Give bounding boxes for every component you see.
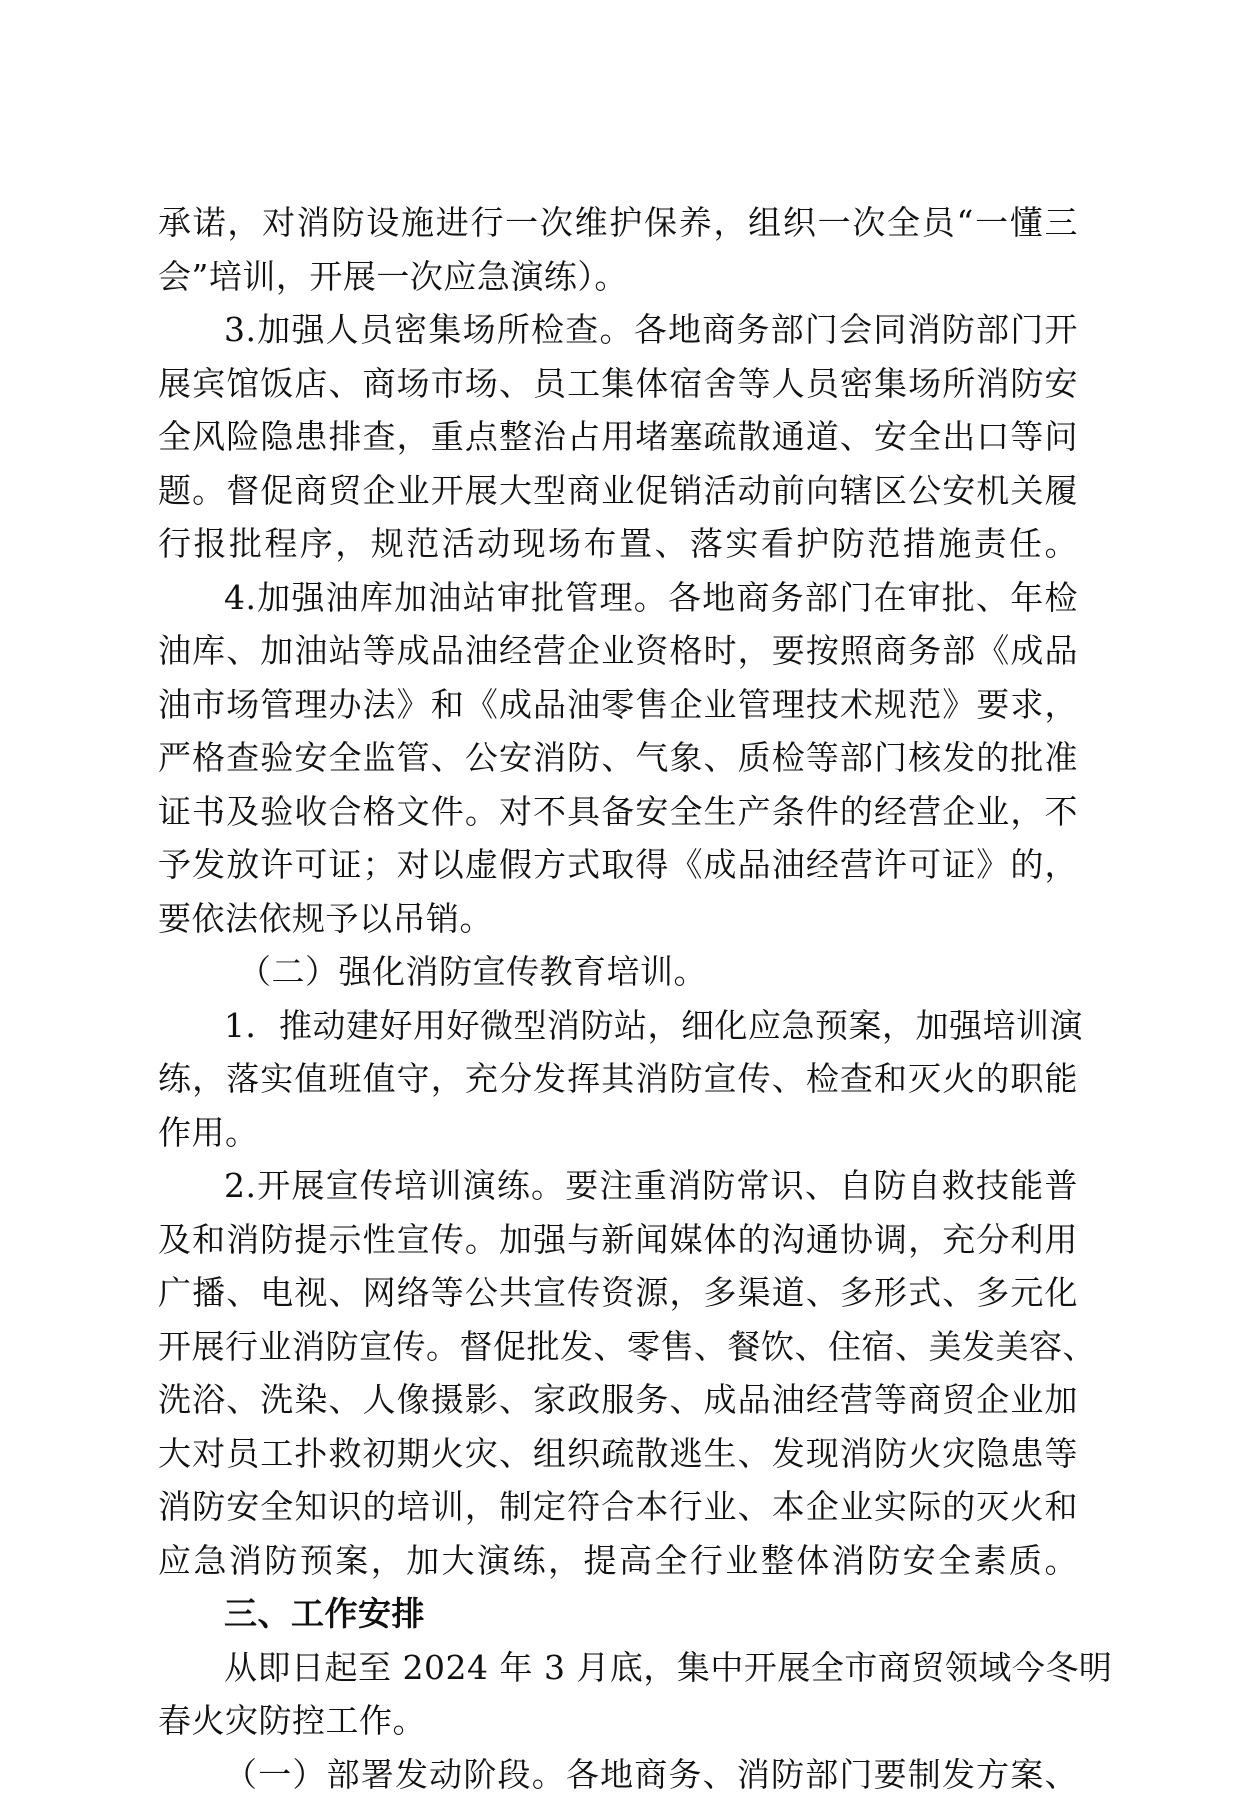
paragraph-start: 1．推动建好用好微型消防站，细化应急预案，加强培训演 [158,999,1078,1053]
paragraph-start: 从即日起至 2024 年 3 月底，集中开展全市商贸领域今冬明 [158,1641,1078,1695]
text-line: 及和消防提示性宣传。加强与新闻媒体的沟通协调，充分利用 [158,1213,1078,1267]
text-line: 作用。 [158,1106,1078,1160]
text-line: 开展行业消防宣传。督促批发、零售、餐饮、住宿、美发美容、 [158,1320,1078,1374]
text-line: 要依法依规予以吊销。 [158,892,1078,946]
text-line: 油市场管理办法》和《成品油零售企业管理技术规范》要求， [158,678,1078,732]
paragraph-start: 4.加强油库加油站审批管理。各地商务部门在审批、年检 [158,571,1078,625]
text-line: 予发放许可证；对以虚假方式取得《成品油经营许可证》的， [158,838,1078,892]
text-line: 油库、加油站等成品油经营企业资格时，要按照商务部《成品 [158,624,1078,678]
text-line: 应急消防预案，加大演练，提高全行业整体消防安全素质。 [158,1534,1078,1588]
paragraph-start: 2.开展宣传培训演练。要注重消防常识、自防自救技能普 [158,1159,1078,1213]
text-line: 严格查验安全监管、公安消防、气象、质检等部门核发的批准 [158,731,1078,785]
text-line: 消防安全知识的培训，制定符合本行业、本企业实际的灭火和 [158,1480,1078,1534]
document-page [158,196,1078,1801]
paragraph-start: （一）部署发动阶段。各地商务、消防部门要制发方案、 [158,1748,1078,1801]
text-line: 洗浴、洗染、人像摄影、家政服务、成品油经营等商贸企业加 [158,1373,1078,1427]
text-line: 春火灾防控工作。 [158,1694,1078,1748]
text-line: 展宾馆饭店、商场市场、员工集体宿舍等人员密集场所消防安 [158,357,1078,411]
text-line: 全风险隐患排查，重点整治占用堵塞疏散通道、安全出口等问 [158,410,1078,464]
text-line: 会”培训，开展一次应急演练）。 [158,250,1078,304]
text-line: 大对员工扑救初期火灾、组织疏散逃生、发现消防火灾隐患等 [158,1427,1078,1481]
paragraph-start: 3.加强人员密集场所检查。各地商务部门会同消防部门开 [158,303,1078,357]
subsection-heading: （二）强化消防宣传教育培训。 [158,945,1078,999]
section-heading: 三、工作安排 [158,1587,1078,1641]
text-line: 行报批程序，规范活动现场布置、落实看护防范措施责任。 [158,517,1078,571]
text-line: 承诺，对消防设施进行一次维护保养，组织一次全员“一懂三 [158,196,1078,250]
text-line: 题。督促商贸企业开展大型商业促销活动前向辖区公安机关履 [158,464,1078,518]
text-line: 广播、电视、网络等公共宣传资源，多渠道、多形式、多元化 [158,1266,1078,1320]
text-line: 证书及验收合格文件。对不具备安全生产条件的经营企业，不 [158,785,1078,839]
text-line: 练，落实值班值守，充分发挥其消防宣传、检查和灭火的职能 [158,1052,1078,1106]
